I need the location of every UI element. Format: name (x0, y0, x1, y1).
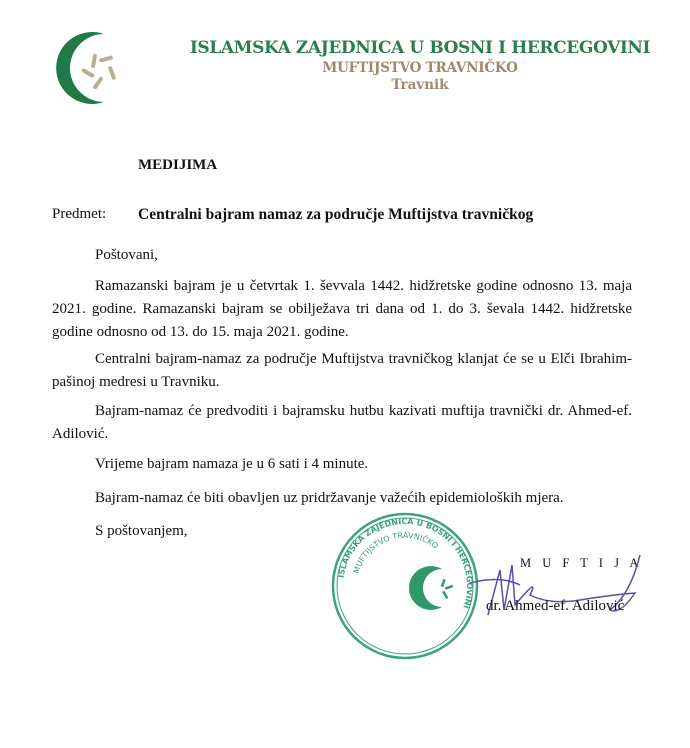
greeting: Poštovani, (95, 247, 158, 263)
signatory-name: dr. Ahmed-ef. Adilović (486, 598, 625, 614)
paragraph: Ramazanski bajram je u četvrtak 1. ševvala 1442. hidžretske godine odnosno 13. maja 2021. godine. Ramazanski bajram se obilježava tri dana od 1. do 3. ševala 1442. hidžretske godine odnosno od 13. do 15. maja 2021. godine. (52, 278, 632, 340)
signatory-title: M U F T I J A (520, 556, 643, 570)
crescent-star-logo-icon (52, 28, 144, 108)
department-name: MUFTIJSTVO TRAVNIČKO (322, 60, 518, 76)
recipient: MEDIJIMA (138, 157, 218, 173)
closing: S poštovanjem, (95, 523, 188, 539)
organization-name: ISLAMSKA ZAJEDNICA U BOSNI I HERCEGOVINI (189, 38, 651, 58)
subject: Centralni bajram namaz za područje Muftijstva travničkog (138, 206, 534, 223)
paragraph: Centralni bajram-namaz za područje Muftijstva travničkog klanjat će se u Elči Ibrahim-pašinoj medresi u Travniku. (52, 351, 632, 390)
paragraph: Bajram-namaz će biti obavljen uz pridržavanje važećih epidemioloških mjera. (95, 490, 564, 506)
paragraph: Bajram-namaz će predvoditi i bajramsku hutbu kazivati muftija travnički dr. Ahmed-ef. Adilović. (52, 403, 632, 442)
official-stamp-icon (330, 511, 480, 661)
subject-label: Predmet: (52, 206, 107, 222)
city-name: Travnik (391, 77, 449, 93)
svg-text:ISLAMSKA ZAJEDNICA U BOSNI I H: ISLAMSKA ZAJEDNICA U BOSNI I HERCEGOVINI (336, 516, 475, 610)
paragraph: Vrijeme bajram namaza je u 6 sati i 4 minute. (95, 456, 369, 472)
svg-text:MUFTIJSTVO TRAVNIČKO: MUFTIJSTVO TRAVNIČKO (351, 530, 440, 575)
